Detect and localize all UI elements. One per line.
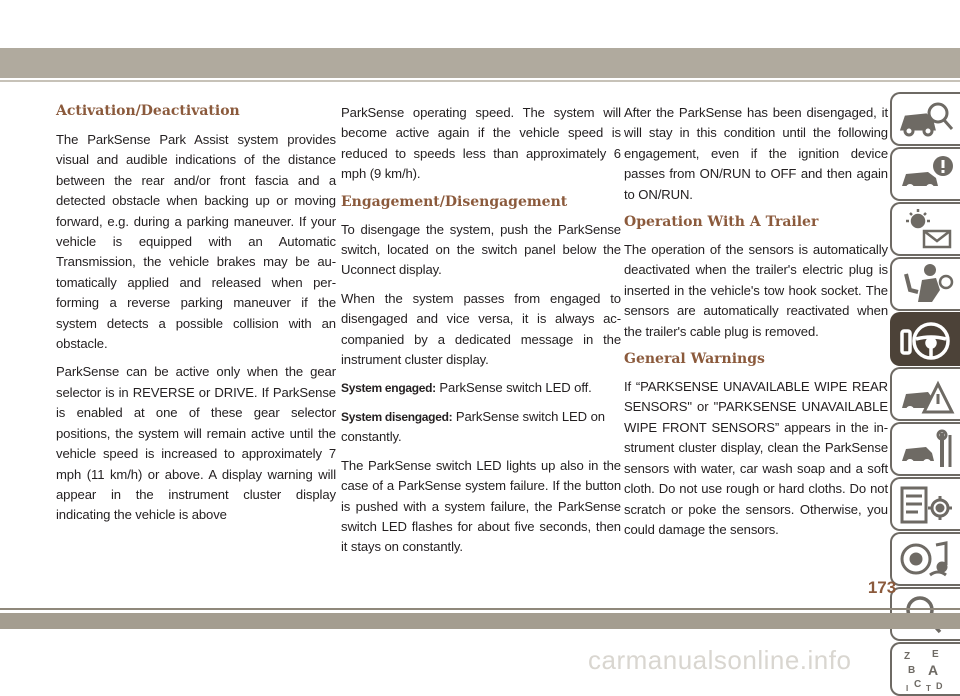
footer-rule — [0, 608, 960, 610]
paragraph-system-description: The ParkSense Park Assist system provides visual and audible indications of the distance between the rear and/or front fascia and a detected obstacle when backing up or moving forward, e.g. during a parking maneuver. If your vehicle is equipped with an Automatic Transmission, the vehicle brakes may be au- tomatically applied and released when per- forming a reverse parking maneuver if the system detects a possible collision with an obstacle. — [56, 132, 336, 352]
svg-text:E: E — [932, 649, 939, 660]
paragraph-system-disengaged — [341, 407, 621, 448]
roadside-warning-icon — [896, 372, 956, 418]
tab-in-case-of-emergency[interactable] — [890, 367, 960, 421]
header-band — [0, 48, 960, 78]
heading-general-warnings: General Warnings — [624, 351, 765, 368]
paragraph-trailer: The operation of the sensors is automatically deactivated when the trailer's electric plug is inserted in the vehicle's tow hook socket. The sensors are automatically reactivated when the trailer's cable plug is removed. — [624, 242, 888, 339]
paragraph-operating-speed: ParkSense operating speed. The system will become active again if the vehicle speed is reduced to speeds less than approximately 6 mph (9 km/h). — [341, 105, 621, 182]
tab-getting-to-know-instrument-panel[interactable] — [890, 147, 960, 201]
heading-engagement-disengagement: Engagement/Disengagement — [341, 193, 568, 210]
text-system-engaged: ParkSense switch LED off. — [439, 380, 592, 396]
tab-index[interactable] — [890, 642, 960, 696]
svg-text:C: C — [914, 679, 922, 690]
paragraph-warnings: If “PARKSENSE UNAVAILABLE WIPE REAR SENSORS" or "PARKSENSE UNAVAILABLE WIPE FRONT SENSORS” appears in the in- strument cluster display, clean the ParkSense sensors with water, car wash soap and a soft cloth. Do not use rough or hard cloths. Do not scratch or poke the sensors. Otherwise, you could damage the sensors. — [624, 379, 888, 537]
tab-safety[interactable] — [890, 202, 960, 256]
heading-activation-deactivation: Activation/Deactivation — [56, 103, 240, 119]
svg-text:I: I — [906, 684, 909, 693]
paragraph-gear-selector: ParkSense can be active only when the gear selector is in REVERSE or DRIVE. If ParkSense is enabled at one of these gear selector positions, the system will remain active until the vehicle speed is increased to approximately 7 mph (11 km/h) or above. A display warning will appear in the instrument cluster display indicating the vehicle is above — [56, 364, 336, 523]
page-number: 173 — [867, 578, 897, 597]
footer-band — [0, 613, 960, 629]
heading-operation-trailer: Operation With A Trailer — [624, 214, 819, 231]
svg-text:T: T — [926, 684, 931, 693]
watermark-text: carmanualsonline.info — [588, 645, 852, 675]
label-system-disengaged: System disengaged: — [341, 409, 453, 424]
column-right — [624, 103, 888, 548]
paragraph-disengage: To disengage the system, push the ParkSense switch, located on the switch panel below the Uconnect display. — [341, 221, 621, 278]
column-middle — [341, 103, 621, 566]
svg-text:B: B — [908, 665, 916, 676]
car-info-icon — [896, 152, 956, 198]
car-search-icon — [896, 97, 956, 143]
column-left — [56, 103, 336, 534]
tab-airbags[interactable] — [890, 257, 960, 311]
paragraph-led-failure: The ParkSense switch LED lights up also in the case of a ParkSense system failure. If the button is pushed with a system failure, the ParkSense switch LED flashes for about five seconds, then it stays on constantly. — [341, 457, 621, 555]
steering-wheel-icon — [896, 317, 956, 363]
specifications-gear-icon — [896, 482, 956, 528]
alphabet-index-icon — [896, 647, 956, 693]
svg-text:Z: Z — [904, 651, 911, 662]
label-system-engaged: System engaged: — [341, 381, 436, 396]
warning-lights-icon — [896, 207, 956, 253]
tab-getting-to-know-vehicle[interactable] — [890, 92, 960, 146]
car-maintenance-icon — [896, 427, 956, 473]
header-rule — [0, 80, 960, 82]
paragraph-disengaged-state: After the ParkSense has been disengaged, it will stay in this condition until the following engagement, even if the ignition device passes from ON/RUN to OFF and then again to ON/RUN. — [624, 105, 888, 202]
tab-starting-and-operating[interactable] — [890, 312, 960, 366]
airbag-person-icon — [896, 262, 956, 308]
text-system-disengaged: ParkSense switch LED on constantly. — [341, 408, 605, 445]
tab-technical-specifications[interactable] — [890, 477, 960, 531]
tab-servicing-and-maintenance[interactable] — [890, 422, 960, 476]
svg-text:A: A — [928, 662, 939, 678]
paragraph-system-engaged — [341, 378, 621, 398]
multimedia-icon — [896, 537, 956, 583]
paragraph-message: When the system passes from engaged to disengaged and vice versa, it is always ac- companied by a dedicated message in the instrument cluster display. — [341, 290, 621, 368]
svg-text:D: D — [936, 681, 943, 691]
